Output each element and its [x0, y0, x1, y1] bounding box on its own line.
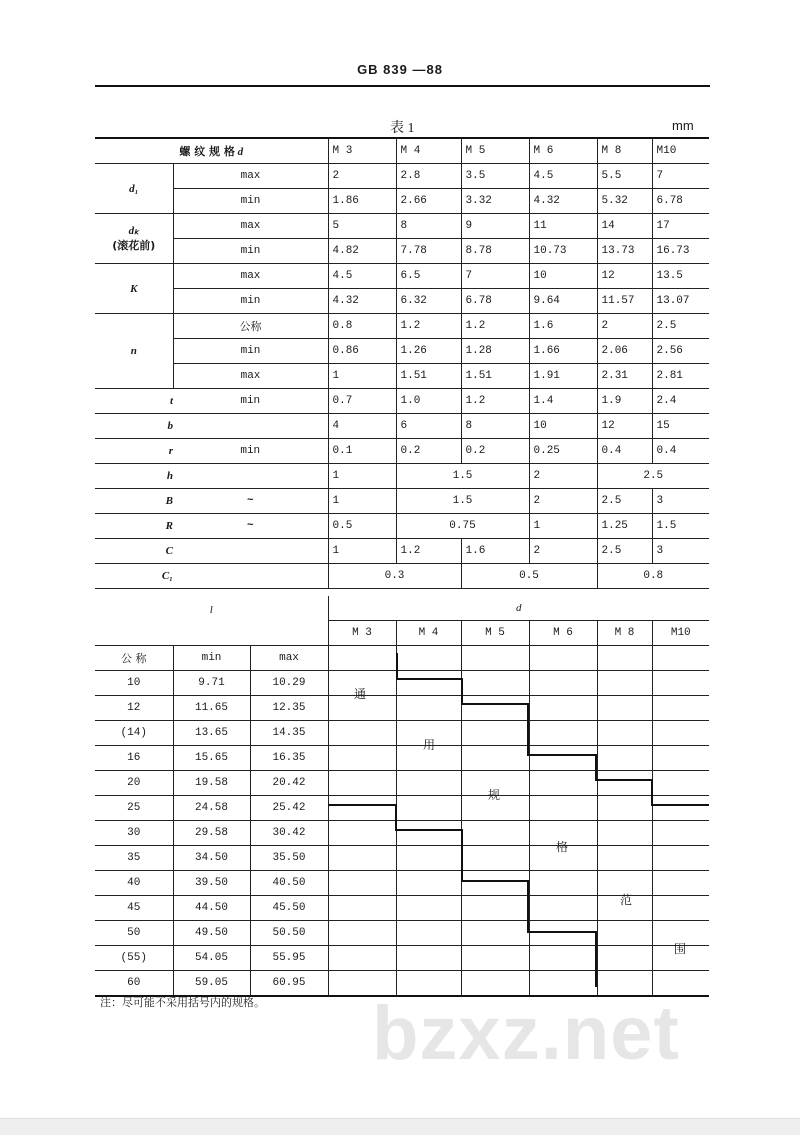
value-cell: 16.73 — [652, 239, 709, 264]
value-cell: 10.73 — [529, 239, 597, 264]
value-cell: 13.5 — [652, 264, 709, 289]
common-range-grid — [328, 653, 709, 987]
length-min-cell: 9.71 — [173, 671, 250, 696]
size-cell: M 6 — [529, 621, 597, 646]
value-cell: 1.5 — [396, 489, 529, 514]
d-label: d — [328, 596, 709, 621]
value-cell: 1.86 — [328, 189, 396, 214]
value-cell: 1 — [328, 464, 396, 489]
length-max-cell: 16.35 — [250, 746, 328, 771]
value-cell: 0.86 — [328, 339, 396, 364]
row-sub-label: min — [173, 239, 328, 264]
value-cell: 13.73 — [597, 239, 652, 264]
value-cell: 5.32 — [597, 189, 652, 214]
table-row — [95, 339, 709, 364]
row-sub-label: ~ — [173, 514, 328, 539]
length-max-cell: 25.42 — [250, 796, 328, 821]
size-cell: M 3 — [328, 621, 396, 646]
table-row — [95, 264, 709, 289]
value-cell: 0.4 — [652, 439, 709, 464]
stair-line — [527, 703, 529, 755]
value-cell: 1.6 — [529, 314, 597, 339]
value-cell: 1 — [529, 514, 597, 539]
range-char: 范 — [620, 893, 633, 907]
param-C1-label: C₁ — [95, 564, 173, 589]
length-min-cell: 29.58 — [173, 821, 250, 846]
value-cell: 1.2 — [396, 539, 461, 564]
size-cell: M 4 — [396, 138, 461, 164]
value-cell: 5.5 — [597, 164, 652, 189]
stair-line — [595, 754, 597, 780]
value-cell: 14 — [597, 214, 652, 239]
col-min-header: min — [173, 646, 250, 671]
value-cell: 0.5 — [461, 564, 597, 589]
length-nom-cell: (14) — [95, 721, 173, 746]
row-sub-label: min — [173, 289, 328, 314]
value-cell: 8 — [461, 414, 529, 439]
length-max-cell: 35.50 — [250, 846, 328, 871]
value-cell: 2.8 — [396, 164, 461, 189]
empty-cell — [173, 464, 328, 489]
size-cell: M10 — [652, 138, 709, 164]
length-max-cell: 40.50 — [250, 871, 328, 896]
value-cell: 6.78 — [652, 189, 709, 214]
standard-code: GB 839 —88 — [357, 62, 443, 77]
value-cell: 4.82 — [328, 239, 396, 264]
size-cell: M 6 — [529, 138, 597, 164]
row-sub-label: min — [173, 389, 328, 414]
value-cell: 1.2 — [461, 389, 529, 414]
value-cell: 0.75 — [396, 514, 529, 539]
length-max-cell: 30.42 — [250, 821, 328, 846]
param-b-label: b — [95, 414, 173, 439]
value-cell: 2 — [597, 314, 652, 339]
size-cell: M 8 — [597, 138, 652, 164]
value-cell: 1.5 — [396, 464, 529, 489]
range-char: 规 — [488, 788, 501, 802]
table-unit: mm — [672, 118, 694, 133]
spec-label: 螺 纹 规 格 d — [95, 138, 328, 164]
value-cell: 0.2 — [461, 439, 529, 464]
length-nom-cell: 60 — [95, 971, 173, 997]
stair-line — [595, 931, 597, 987]
value-cell: 1.9 — [597, 389, 652, 414]
value-cell: 2.56 — [652, 339, 709, 364]
table-row — [95, 389, 709, 414]
value-cell: 10 — [529, 264, 597, 289]
value-cell: 2 — [529, 464, 597, 489]
length-nom-cell: 45 — [95, 896, 173, 921]
size-cell: M 5 — [461, 138, 529, 164]
value-cell: 1 — [328, 364, 396, 389]
stair-line — [651, 779, 653, 805]
value-cell: 1.91 — [529, 364, 597, 389]
value-cell: 0.8 — [328, 314, 396, 339]
row-sub-label: max — [173, 164, 328, 189]
length-max-cell: 55.95 — [250, 946, 328, 971]
value-cell: 11.57 — [597, 289, 652, 314]
size-cell: M 3 — [328, 138, 396, 164]
value-cell: 5 — [328, 214, 396, 239]
length-max-cell: 60.95 — [250, 971, 328, 997]
value-cell: 4.5 — [529, 164, 597, 189]
length-min-cell: 24.58 — [173, 796, 250, 821]
row-sub-label: max — [173, 264, 328, 289]
table-row — [95, 489, 709, 514]
length-nom-cell: 12 — [95, 696, 173, 721]
stair-line — [461, 678, 463, 705]
length-max-cell: 20.42 — [250, 771, 328, 796]
param-dk-label: dₖ (滚花前) — [95, 214, 173, 264]
value-cell: 4.32 — [328, 289, 396, 314]
value-cell: 2.81 — [652, 364, 709, 389]
value-cell: 0.7 — [328, 389, 396, 414]
size-cell: M10 — [652, 621, 709, 646]
value-cell: 1.5 — [652, 514, 709, 539]
value-cell: 1.51 — [461, 364, 529, 389]
l-label: l — [95, 596, 328, 646]
value-cell: 9 — [461, 214, 529, 239]
range-char: 格 — [556, 840, 569, 854]
row-sub-label: min — [173, 439, 328, 464]
value-cell: 11 — [529, 214, 597, 239]
table-row — [95, 164, 709, 189]
value-cell: 12 — [597, 414, 652, 439]
value-cell: 0.1 — [328, 439, 396, 464]
param-h-label: h — [95, 464, 173, 489]
stair-line — [396, 678, 461, 680]
length-nom-cell: 40 — [95, 871, 173, 896]
stair-line — [461, 703, 529, 705]
stair-line — [595, 779, 652, 781]
value-cell: 1.2 — [461, 314, 529, 339]
value-cell: 1.51 — [396, 364, 461, 389]
length-min-cell: 44.50 — [173, 896, 250, 921]
col-nom-header: 公 称 — [95, 646, 173, 671]
param-C-label: C — [95, 539, 173, 564]
size-cell: M 8 — [597, 621, 652, 646]
value-cell: 6.32 — [396, 289, 461, 314]
length-min-cell: 49.50 — [173, 921, 250, 946]
header-rule — [95, 85, 710, 87]
value-cell: 0.2 — [396, 439, 461, 464]
value-cell: 1.4 — [529, 389, 597, 414]
stair-line — [461, 880, 529, 882]
value-cell: 4.32 — [529, 189, 597, 214]
length-nom-cell: (55) — [95, 946, 173, 971]
value-cell: 0.25 — [529, 439, 597, 464]
value-cell: 0.5 — [328, 514, 396, 539]
value-cell: 6.5 — [396, 264, 461, 289]
value-cell: 0.8 — [597, 564, 709, 589]
length-min-cell: 34.50 — [173, 846, 250, 871]
value-cell: 2.5 — [597, 539, 652, 564]
length-nom-cell: 25 — [95, 796, 173, 821]
stair-line — [651, 804, 709, 806]
length-nom-cell: 10 — [95, 671, 173, 696]
value-cell: 6 — [396, 414, 461, 439]
length-nom-cell: 30 — [95, 821, 173, 846]
param-R-label: R — [95, 514, 173, 539]
footnote: 注：尽可能不采用括号内的规格。 — [100, 996, 265, 1009]
table-row — [95, 289, 709, 314]
param-B-label: B — [95, 489, 173, 514]
value-cell: 8 — [396, 214, 461, 239]
value-cell: 13.07 — [652, 289, 709, 314]
value-cell: 15 — [652, 414, 709, 439]
col-max-header: max — [250, 646, 328, 671]
value-cell: 1.6 — [461, 539, 529, 564]
table-row — [95, 414, 709, 439]
value-cell: 2.4 — [652, 389, 709, 414]
stair-line — [395, 804, 397, 831]
value-cell: 2.06 — [597, 339, 652, 364]
length-max-cell: 10.29 — [250, 671, 328, 696]
value-cell: 1.26 — [396, 339, 461, 364]
length-min-cell: 15.65 — [173, 746, 250, 771]
table-row — [95, 314, 709, 339]
length-min-cell: 39.50 — [173, 871, 250, 896]
length-min-cell: 54.05 — [173, 946, 250, 971]
length-nom-cell: 35 — [95, 846, 173, 871]
table-row — [95, 364, 709, 389]
range-char: 用 — [423, 738, 436, 752]
empty-cell — [173, 539, 328, 564]
length-head-row — [95, 596, 709, 621]
value-cell: 2 — [529, 489, 597, 514]
value-cell: 2 — [529, 539, 597, 564]
value-cell: 1 — [328, 489, 396, 514]
size-cell: M 5 — [461, 621, 529, 646]
row-sub-label: min — [173, 339, 328, 364]
stair-line — [527, 880, 529, 933]
size-cell: M 4 — [396, 621, 461, 646]
length-min-cell: 59.05 — [173, 971, 250, 997]
table-row — [95, 514, 709, 539]
param-n-label: n — [95, 314, 173, 389]
value-cell: 1.66 — [529, 339, 597, 364]
value-cell: 10 — [529, 414, 597, 439]
value-cell: 2.5 — [652, 314, 709, 339]
length-nom-cell: 20 — [95, 771, 173, 796]
range-char: 通 — [354, 687, 367, 701]
value-cell: 8.78 — [461, 239, 529, 264]
length-nom-cell: 50 — [95, 921, 173, 946]
table-row — [95, 539, 709, 564]
range-char: 围 — [674, 942, 687, 956]
value-cell: 2.5 — [597, 489, 652, 514]
value-cell: 1.28 — [461, 339, 529, 364]
value-cell: 1.0 — [396, 389, 461, 414]
stair-line — [396, 653, 398, 679]
value-cell: 1.2 — [396, 314, 461, 339]
length-max-cell: 12.35 — [250, 696, 328, 721]
spec-row — [95, 138, 709, 164]
table-row — [95, 239, 709, 264]
page-footer-bar — [0, 1118, 800, 1135]
value-cell: 6.78 — [461, 289, 529, 314]
empty-cell — [173, 414, 328, 439]
row-sub-label: max — [173, 364, 328, 389]
length-nom-cell: 16 — [95, 746, 173, 771]
table-title: 表 1 — [390, 121, 415, 136]
table-row — [95, 564, 709, 589]
value-cell: 7 — [652, 164, 709, 189]
stair-line — [328, 804, 397, 806]
dimension-table — [95, 137, 709, 589]
value-cell: 9.64 — [529, 289, 597, 314]
value-cell: 1.25 — [597, 514, 652, 539]
value-cell: 3.32 — [461, 189, 529, 214]
stair-line — [527, 754, 596, 756]
value-cell: 3 — [652, 539, 709, 564]
value-cell: 2.31 — [597, 364, 652, 389]
param-k-label: K — [95, 264, 173, 314]
value-cell: 4.5 — [328, 264, 396, 289]
param-t-label: t — [95, 389, 173, 414]
length-max-cell: 50.50 — [250, 921, 328, 946]
length-min-cell: 11.65 — [173, 696, 250, 721]
value-cell: 3 — [652, 489, 709, 514]
row-sub-label: 公称 — [173, 314, 328, 339]
value-cell: 1 — [328, 539, 396, 564]
stair-line — [461, 829, 463, 882]
value-cell: 0.4 — [597, 439, 652, 464]
table-row — [95, 439, 709, 464]
value-cell: 17 — [652, 214, 709, 239]
value-cell: 7.78 — [396, 239, 461, 264]
row-sub-label: max — [173, 214, 328, 239]
length-min-cell: 13.65 — [173, 721, 250, 746]
table-row — [95, 464, 709, 489]
stair-line — [527, 931, 596, 933]
value-cell: 4 — [328, 414, 396, 439]
value-cell: 0.3 — [328, 564, 461, 589]
row-sub-label: min — [173, 189, 328, 214]
param-r-label: r — [95, 439, 173, 464]
value-cell: 2.5 — [597, 464, 709, 489]
stair-line — [395, 829, 463, 831]
length-min-cell: 19.58 — [173, 771, 250, 796]
param-d1-label: d₁ — [95, 164, 173, 214]
empty-cell — [173, 564, 328, 589]
row-sub-label: ~ — [173, 489, 328, 514]
length-max-cell: 14.35 — [250, 721, 328, 746]
watermark: bzxz.net — [372, 991, 680, 1076]
value-cell: 12 — [597, 264, 652, 289]
value-cell: 2 — [328, 164, 396, 189]
table-row — [95, 214, 709, 239]
length-max-cell: 45.50 — [250, 896, 328, 921]
value-cell: 7 — [461, 264, 529, 289]
table-row — [95, 189, 709, 214]
value-cell: 2.66 — [396, 189, 461, 214]
value-cell: 3.5 — [461, 164, 529, 189]
